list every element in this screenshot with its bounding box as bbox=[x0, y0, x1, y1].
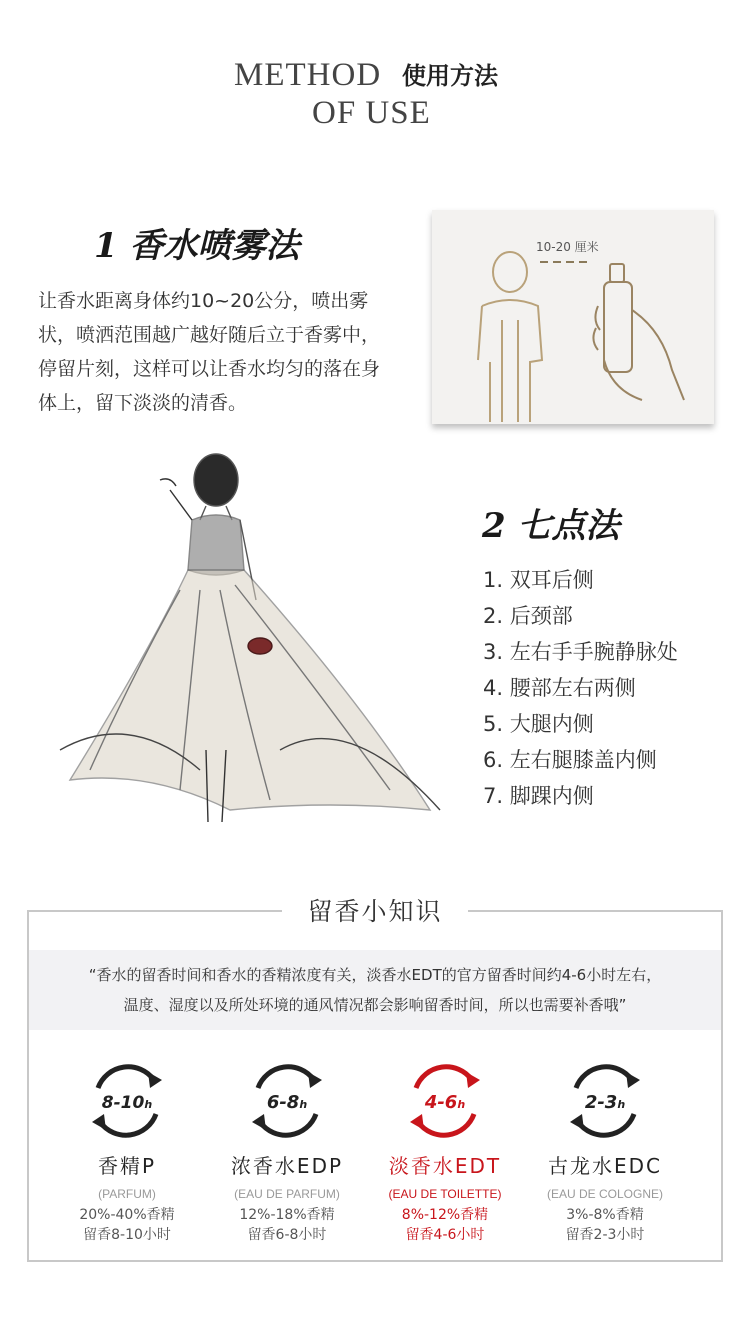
type-name: 古龙水EDC bbox=[547, 1154, 662, 1178]
hours-value: 8-10 bbox=[101, 1093, 145, 1113]
svg-text:2-3h bbox=[585, 1092, 626, 1113]
type-concentration: 12%-18%香精 bbox=[239, 1207, 335, 1223]
type-french-name: (EAU DE COLOGNE) bbox=[546, 1187, 663, 1201]
type-concentration: 3%-8%香精 bbox=[566, 1207, 644, 1223]
knowledge-quote bbox=[29, 950, 721, 1030]
type-concentration: 20%-40%香精 bbox=[79, 1207, 175, 1223]
hours-unit: h bbox=[299, 1098, 308, 1111]
quote-line-1: “香水的留香时间和香水的香精浓度有关，淡香水EDT的官方留香时间约4-6小时左右， bbox=[88, 966, 662, 984]
svg-text:8-10h bbox=[102, 1093, 153, 1113]
circular-arrows-icon bbox=[402, 1058, 488, 1144]
spray-method-heading: 1 香水喷雾法 bbox=[94, 226, 300, 266]
hours-unit: h bbox=[457, 1098, 466, 1111]
svg-text:4-6h bbox=[424, 1092, 466, 1113]
seven-points-list bbox=[483, 562, 678, 814]
title-chinese: 使用方法 bbox=[402, 62, 498, 90]
woman-in-gown-illustration bbox=[30, 450, 450, 840]
type-concentration: 8%-12%香精 bbox=[401, 1207, 489, 1223]
circular-arrows-icon bbox=[244, 1058, 330, 1144]
person-and-bottle-illustration bbox=[432, 210, 714, 424]
hours-unit: h bbox=[144, 1098, 153, 1111]
circular-arrows-icon bbox=[84, 1058, 170, 1144]
hours-value: 2-3 bbox=[584, 1092, 618, 1113]
type-french-name: (EAU DE PARFUM) bbox=[234, 1187, 340, 1201]
list-item: 2. 后颈部 bbox=[483, 604, 573, 628]
type-lasting-time: 留香8-10小时 bbox=[83, 1227, 171, 1243]
title-english-line2: OF USE bbox=[312, 95, 431, 131]
list-item: 4. 腰部左右两侧 bbox=[483, 676, 636, 700]
list-item: 3. 左右手手腕静脉处 bbox=[483, 640, 678, 664]
type-name: 浓香水EDP bbox=[230, 1154, 344, 1178]
knowledge-title: 留香小知识 bbox=[282, 892, 468, 928]
spray-distance-diagram bbox=[432, 210, 714, 424]
spray-method-description: 让香水距离身体约10~20公分，喷出雾状，喷洒范围越广越好随后立于香雾中，停留片刻，这样可以让香水均匀的落在身体上，留下淡淡的清香。 bbox=[38, 290, 381, 414]
type-edc bbox=[530, 1058, 680, 1245]
hours-unit: h bbox=[617, 1098, 626, 1111]
list-item: 1. 双耳后侧 bbox=[483, 568, 594, 592]
type-edt bbox=[370, 1058, 520, 1245]
type-name: 香精P bbox=[97, 1154, 157, 1178]
type-lasting-time: 留香4-6小时 bbox=[405, 1227, 485, 1243]
type-name: 淡香水EDT bbox=[388, 1154, 502, 1178]
svg-text:6-8h bbox=[267, 1092, 308, 1113]
list-item: 7. 脚踝内侧 bbox=[483, 784, 594, 808]
hours-value: 4-6 bbox=[424, 1092, 458, 1113]
type-lasting-time: 留香2-3小时 bbox=[565, 1227, 645, 1243]
quote-line-2: 温度、湿度以及所处环境的通风情况都会影响留香时间，所以也需要补香哦” bbox=[123, 996, 627, 1014]
person-icon bbox=[478, 252, 542, 422]
list-item: 6. 左右腿膝盖内侧 bbox=[483, 748, 657, 772]
perfume-bottle-icon bbox=[593, 264, 684, 400]
title-english-line1: METHOD bbox=[234, 57, 382, 93]
distance-label: 10-20 厘米 bbox=[536, 240, 599, 254]
hours-value: 6-8 bbox=[266, 1092, 300, 1113]
type-parfum bbox=[52, 1058, 202, 1245]
type-french-name: (PARFUM) bbox=[98, 1187, 156, 1201]
type-french-name: (EAU DE TOILETTE) bbox=[388, 1187, 502, 1201]
list-item: 5. 大腿内侧 bbox=[483, 712, 594, 736]
type-lasting-time: 留香6-8小时 bbox=[247, 1227, 327, 1243]
seven-points-heading: 2 七点法 bbox=[482, 506, 620, 546]
type-edp bbox=[212, 1058, 362, 1245]
circular-arrows-icon bbox=[562, 1058, 648, 1144]
